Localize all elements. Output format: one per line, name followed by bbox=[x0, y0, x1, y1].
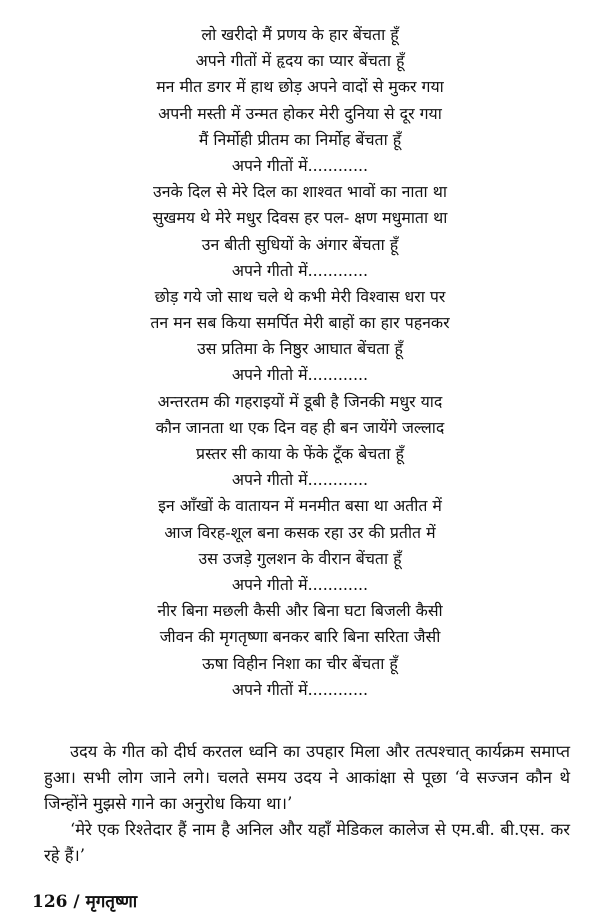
poem-line: अन्तरतम की गहराइयों में डूबी है जिनकी मधुर याद bbox=[157, 391, 443, 411]
poem-line: अपने गीतो में............ bbox=[231, 470, 369, 490]
poem-line: अपनी मस्ती में उन्मत होकर मेरी दुनिया से दूर गया bbox=[158, 103, 442, 123]
poem-line: कौन जानता था एक दिन वह ही बन जायेंगे जल्लाद bbox=[155, 417, 445, 437]
poem-line: मैं निर्मोही प्रीतम का निर्मोह बेंचता हूँ bbox=[198, 129, 402, 149]
poem-line: उन बीती सुधियों के अंगार बेंचता हूँ bbox=[201, 234, 399, 254]
poem-line: अपने गीतों में हृदय का प्यार बेंचता हूँ bbox=[195, 51, 405, 71]
poem-line: इन आँखों के वातायन में मनमीत बसा था अतीत में bbox=[158, 496, 442, 516]
poem-line: ऊषा विहीन निशा का चीर बेंचता हूँ bbox=[202, 653, 398, 673]
poem-line: उस प्रतिमा के निष्ठुर आघात बेंचता हूँ bbox=[197, 339, 403, 359]
poem-line: अपने गीतो में............ bbox=[231, 574, 369, 594]
poem bbox=[0, 22, 600, 703]
poem-line: अपने गीतों में............ bbox=[231, 155, 369, 175]
page-footer bbox=[32, 889, 137, 912]
poem-line: अपने गीतो में............ bbox=[231, 365, 369, 385]
prose-paragraph: ‘मेरे एक रिश्तेदार हैं नाम है अनिल और यहाँ मेडिकल कालेज से एम.बी. बी.एस. कर रहे हैं।’ bbox=[44, 820, 570, 865]
poem-line: उनके दिल से मेरे दिल का शाश्वत भावों का नाता था bbox=[153, 182, 447, 202]
prose-paragraph: उदय के गीत को दीर्घ करतल ध्वनि का उपहार मिला और तत्पश्चात् कार्यक्रम समाप्त हुआ। सभी लोग जाने लगे। चलते समय उदय ने आकांक्षा से पूछा ‘वे सज्जन कौन थे जिन्होंने मुझसे गाने का अनुरोध किया था।’ bbox=[44, 742, 570, 813]
poem-line: सुखमय थे मेरे मधुर दिवस हर पल- क्षण मधुमाता था bbox=[152, 208, 448, 228]
poem-line: मन मीत डगर में हाथ छोड़ अपने वादों से मुकर गया bbox=[156, 77, 444, 97]
footer-separator: / bbox=[73, 892, 80, 912]
poem-line: नीर बिना मछली कैसी और बिना घटा बिजली कैसी bbox=[157, 601, 443, 621]
poem-line: छोड़ गये जो साथ चले थे कभी मेरी विश्वास धरा पर bbox=[154, 286, 446, 306]
poem-line: अपने गीतो में............ bbox=[231, 260, 369, 280]
poem-line: अपने गीतों में............ bbox=[231, 679, 369, 699]
prose-section bbox=[44, 739, 570, 869]
poem-line: आज विरह-शूल बना कसक रहा उर की प्रतीत में bbox=[164, 522, 436, 542]
poem-line: जीवन की मृगतृष्णा बनकर बारि बिना सरिता जैसी bbox=[159, 627, 441, 647]
poem-line: लो खरीदो मैं प्रणय के हार बेंचता हूँ bbox=[201, 25, 399, 44]
page-number: 126 bbox=[32, 892, 68, 912]
poem-line: तन मन सब किया समर्पित मेरी बाहों का हार पहनकर bbox=[150, 313, 450, 333]
book-title: मृगतृष्णा bbox=[85, 892, 138, 912]
poem-line: उस उजड़े गुलशन के वीरान बेंचता हूँ bbox=[198, 548, 402, 568]
poem-line: प्रस्तर सी काया के फेंके टूँक बेचता हूँ bbox=[196, 444, 404, 463]
